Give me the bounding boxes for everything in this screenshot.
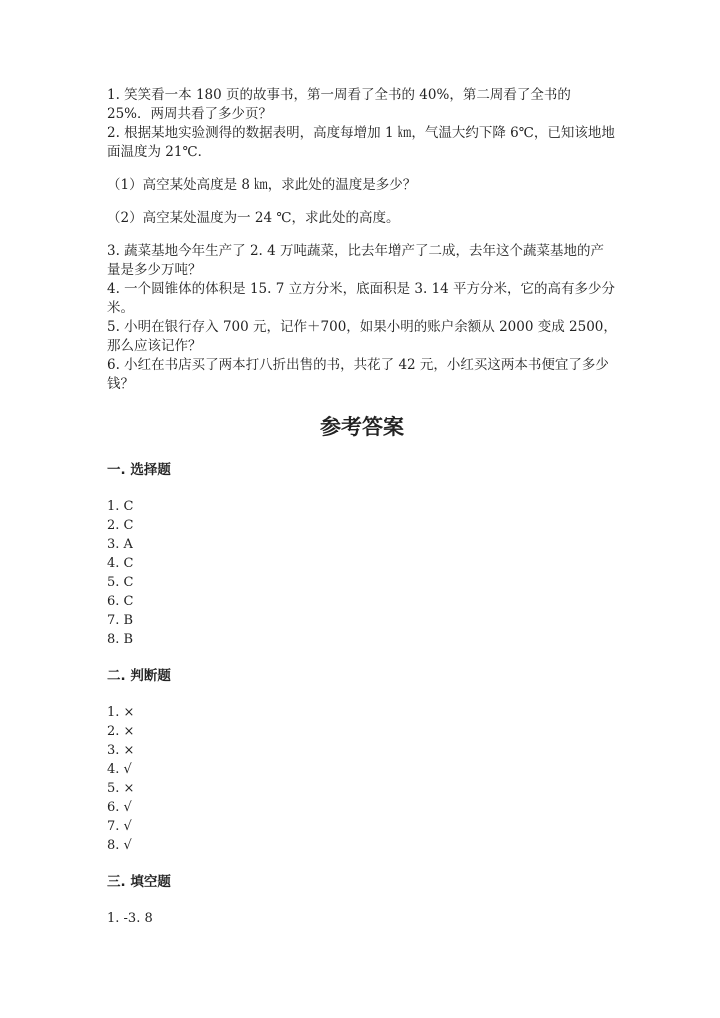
answer-item: 6. C: [107, 594, 134, 609]
answer-item: 3. ×: [107, 743, 135, 758]
problem-2-part-1: （1）高空某处高度是 8 ㎞，求此处的温度是多少？: [107, 177, 417, 193]
answer-item: 3. A: [107, 537, 133, 552]
section-heading-choice: 一. 选择题: [107, 462, 171, 478]
answer-item: 1. -3. 8: [107, 911, 153, 926]
problem-4: 4. 一个圆锥体的体积是 15. 7 立方分米，底面积是 3. 14 平方分米，它的高有多少分米。: [107, 281, 616, 316]
problem-5: 5. 小明在银行存入 700 元，记作＋700，如果小明的账户余额从 2000 变成 2500，那么应该记作？: [107, 319, 617, 354]
answer-item: 4. √: [107, 762, 132, 777]
answer-item: 8. √: [107, 838, 132, 853]
problem-2: 2. 根据某地实验测得的数据表明，高度每增加 1 ㎞，气温大约下降 6℃，已知该地地面温度为 21℃．: [107, 125, 615, 160]
answer-item: 2. C: [107, 518, 134, 533]
answer-item: 1. C: [107, 499, 134, 514]
problem-6: 6. 小红在书店买了两本打八折出售的书，共花了 42 元，小红买这两本书便宜了多少钱？: [107, 357, 609, 392]
answer-list-fill: [107, 909, 617, 928]
answer-item: 8. B: [107, 632, 134, 647]
answer-list-judge: [107, 703, 617, 855]
spacer: [107, 195, 617, 209]
problem-2-part-2: （2）高空某处温度为一 24 ℃，求此处的高度。: [107, 210, 400, 226]
document-page: [107, 86, 617, 946]
spacer: [107, 162, 617, 176]
spacer: [107, 228, 617, 242]
problem-1: 1. 笑笑看一本 180 页的故事书，第一周看了全书的 40%，第二周看了全书的 25%．两周共看了多少页？: [107, 87, 571, 122]
section-heading-fill: 三. 填空题: [107, 874, 171, 890]
answer-list-choice: [107, 497, 617, 649]
answer-item: 4. C: [107, 556, 134, 571]
answer-item: 2. ×: [107, 724, 135, 739]
problem-3: 3. 蔬菜基地今年生产了 2. 4 万吨蔬菜，比去年增产了二成，去年这个蔬菜基地的产量是多少万吨？: [107, 243, 605, 278]
answer-item: 7. B: [107, 613, 134, 628]
answer-item: 7. √: [107, 819, 132, 834]
answer-item: 6. √: [107, 800, 132, 815]
answer-item: 1. ×: [107, 705, 135, 720]
answer-title: 参考答案: [320, 415, 404, 439]
answer-item: 5. C: [107, 575, 134, 590]
section-heading-judge: 二. 判断题: [107, 668, 171, 684]
answer-item: 5. ×: [107, 781, 135, 796]
